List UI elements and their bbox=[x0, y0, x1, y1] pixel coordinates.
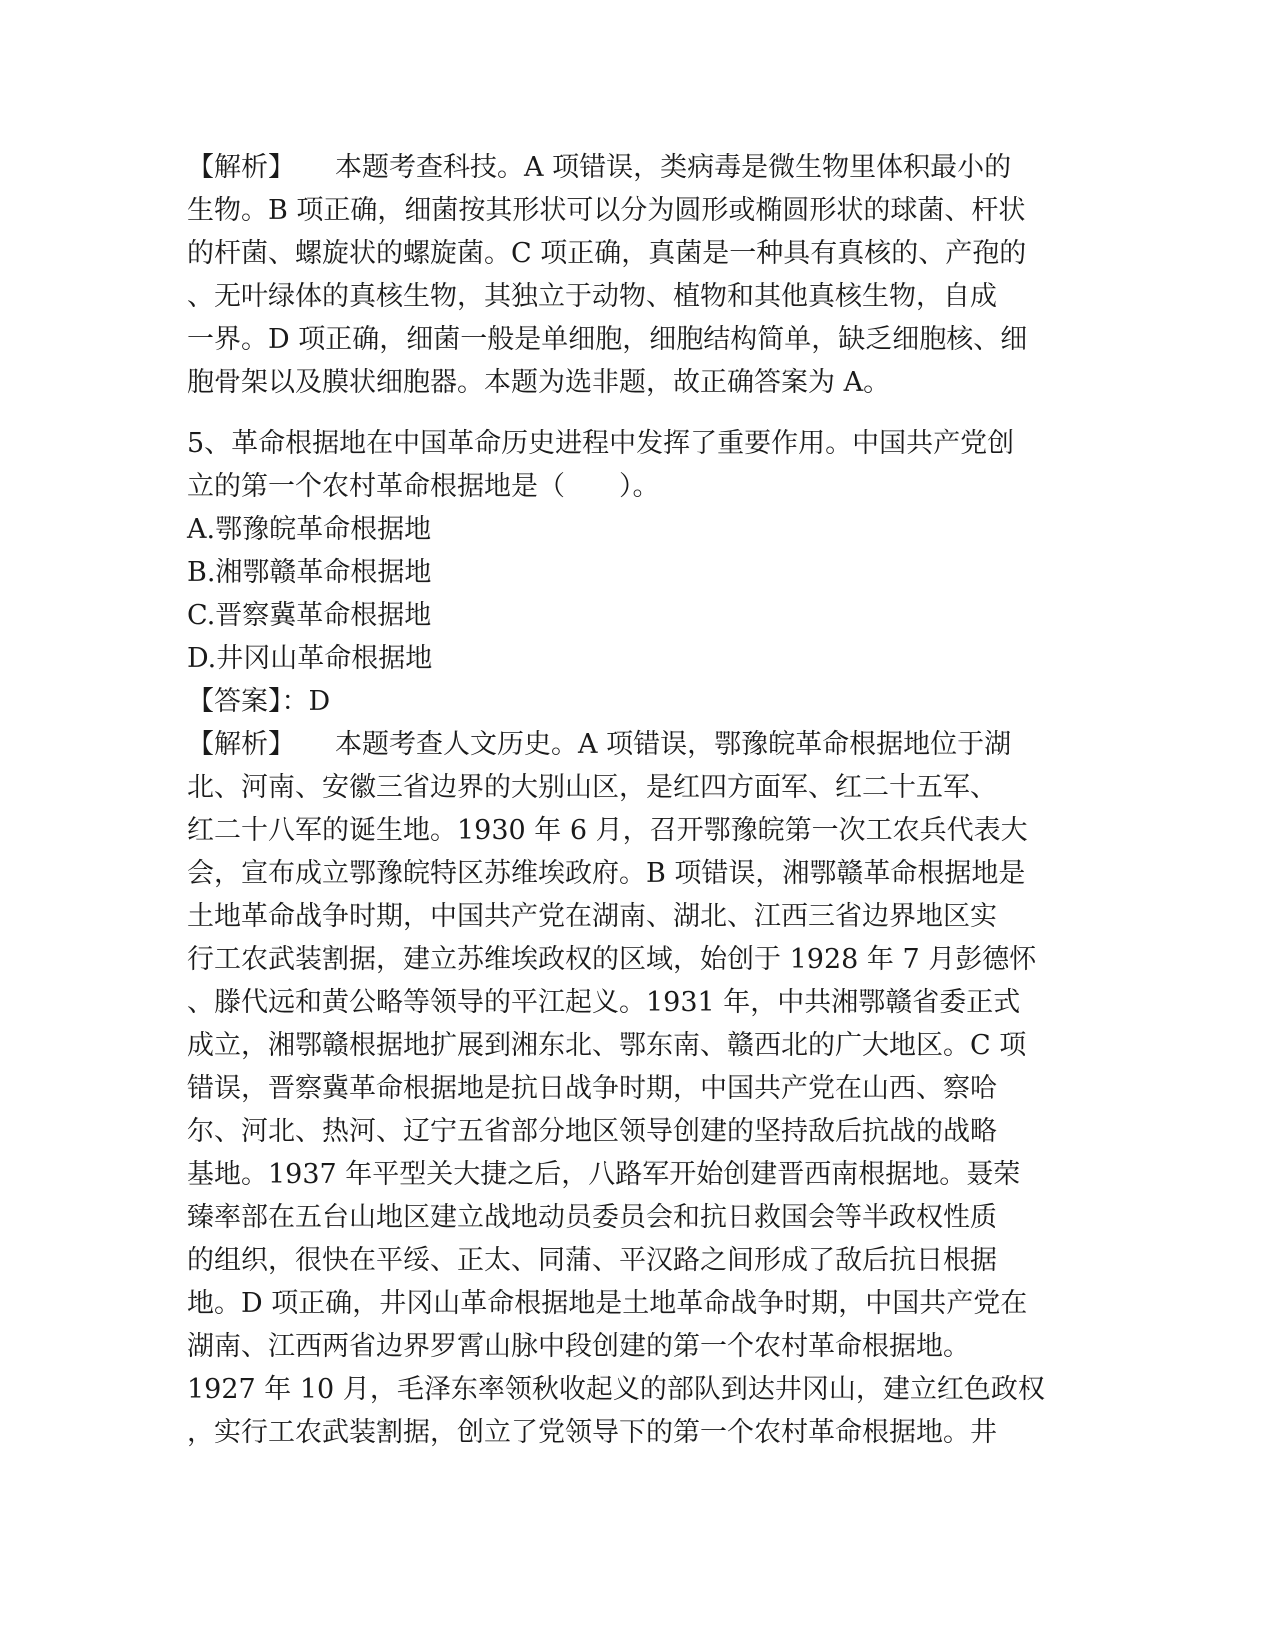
analysis-line: 北、河南、安徽三省边界的大别山区，是红四方面军、红二十五军、 bbox=[187, 772, 997, 803]
analysis bbox=[187, 723, 1087, 1454]
analysis-line: 一界。D 项正确，细菌一般是单细胞，细胞结构简单，缺乏细胞核、细 bbox=[187, 324, 1028, 355]
previous-analysis bbox=[187, 146, 1087, 404]
analysis-line: 胞骨架以及膜状细胞器。本题为选非题，故正确答案为 A。 bbox=[187, 367, 891, 398]
analysis-tag: 【解析】 bbox=[187, 152, 295, 183]
analysis-line: 【解析】 本题考查科技。A 项错误，类病毒是微生物里体积最小的 bbox=[187, 152, 1012, 183]
option-d: D.井冈山革命根据地 bbox=[187, 643, 433, 674]
analysis-line: 的组织，很快在平绥、正太、同蒲、平汉路之间形成了敌后抗日根据 bbox=[187, 1245, 997, 1276]
analysis-line: 成立，湘鄂赣根据地扩展到湘东北、鄂东南、赣西北的广大地区。C 项 bbox=[187, 1030, 1027, 1061]
answer-line: 【答案】：D bbox=[187, 686, 331, 717]
question-line: 立的第一个农村革命根据地是（ ）。 bbox=[187, 471, 660, 502]
analysis-line: 湖南、江西两省边界罗霄山脉中段创建的第一个农村革命根据地。 bbox=[187, 1331, 970, 1362]
analysis-line: 尔、河北、热河、辽宁五省部分地区领导创建的坚持敌后抗战的战略 bbox=[187, 1116, 997, 1147]
analysis-tag: 【解析】 bbox=[187, 729, 295, 760]
analysis-line: 、无叶绿体的真核生物，其独立于动物、植物和其他真核生物，自成 bbox=[187, 281, 997, 312]
analysis-line: 生物。B 项正确，细菌按其形状可以分为圆形或椭圆形状的球菌、杆状 bbox=[187, 195, 1026, 226]
analysis-line: 1927 年 10 月，毛泽东率领秋收起义的部队到达井冈山，建立红色政权 bbox=[187, 1374, 1045, 1405]
analysis-line: 的杆菌、螺旋状的螺旋菌。C 项正确，真菌是一种具有真核的、产孢的 bbox=[187, 238, 1027, 269]
analysis-line: 错误，晋察冀革命根据地是抗日战争时期，中国共产党在山西、察哈 bbox=[187, 1073, 997, 1104]
analysis-line: 基地。1937 年平型关大捷之后，八路军开始创建晋西南根据地。聂荣 bbox=[187, 1159, 1021, 1190]
analysis-line: 会，宣布成立鄂豫皖特区苏维埃政府。B 项错误，湘鄂赣革命根据地是 bbox=[187, 858, 1026, 889]
analysis-line: 行工农武装割据，建立苏维埃政权的区域，始创于 1928 年 7 月彭德怀 bbox=[187, 944, 1037, 975]
analysis-line: 臻率部在五台山地区建立战地动员委员会和抗日救国会等半政权性质 bbox=[187, 1202, 997, 1233]
option-a: A.鄂豫皖革命根据地 bbox=[187, 514, 432, 545]
option-c: C.晋察冀革命根据地 bbox=[187, 600, 432, 631]
analysis-line: 土地革命战争时期，中国共产党在湖南、湖北、江西三省边界地区实 bbox=[187, 901, 997, 932]
analysis-line: 地。D 项正确，井冈山革命根据地是土地革命战争时期，中国共产党在 bbox=[187, 1288, 1028, 1319]
question-line: 5、革命根据地在中国革命历史进程中发挥了重要作用。中国共产党创 bbox=[187, 428, 1015, 459]
option-b: B.湘鄂赣革命根据地 bbox=[187, 557, 432, 588]
question-5 bbox=[187, 422, 1087, 723]
analysis-line: ，实行工农武装割据，创立了党领导下的第一个农村革命根据地。井 bbox=[187, 1417, 997, 1448]
document-page bbox=[187, 146, 1087, 1454]
analysis-line: 、滕代远和黄公略等领导的平江起义。1931 年，中共湘鄂赣省委正式 bbox=[187, 987, 1021, 1018]
analysis-line: 红二十八军的诞生地。1930 年 6 月，召开鄂豫皖第一次工农兵代表大 bbox=[187, 815, 1028, 846]
analysis-line: 【解析】 本题考查人文历史。A 项错误，鄂豫皖革命根据地位于湖 bbox=[187, 729, 1012, 760]
